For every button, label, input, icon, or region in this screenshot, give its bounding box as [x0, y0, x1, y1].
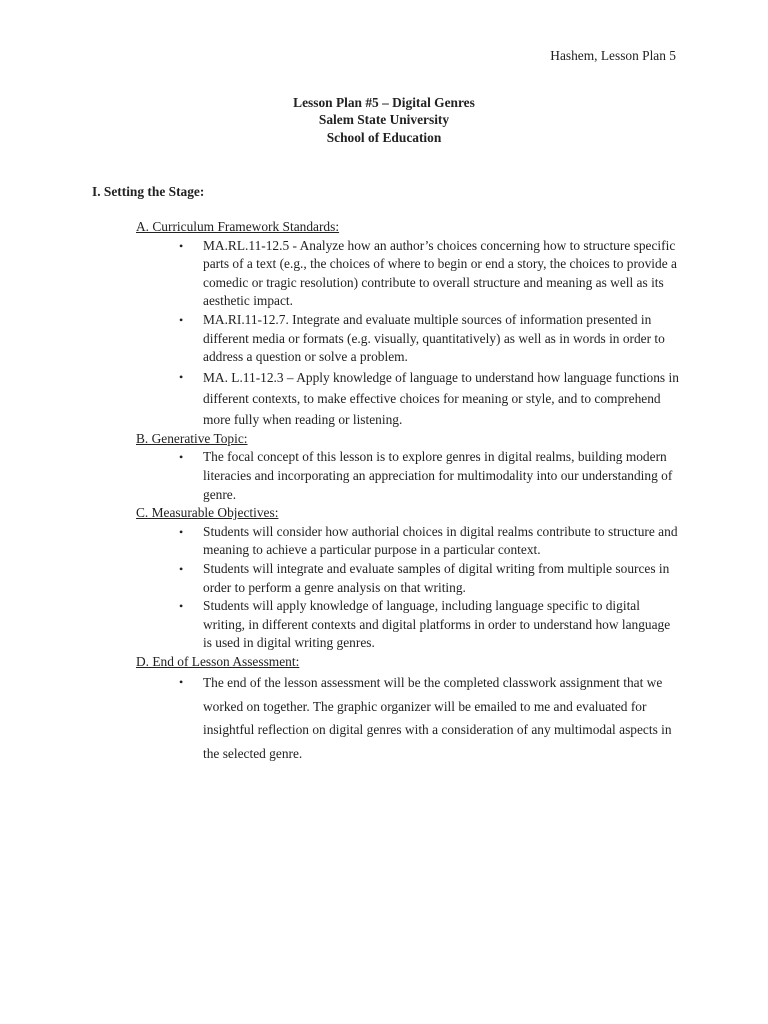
bullet-icon: •: [179, 561, 184, 576]
running-head: Hashem, Lesson Plan 5: [550, 48, 676, 63]
list-item-text: Students will apply knowledge of language, including language specific to digital writing, in different contexts and digital platforms in order to understand how language is used in digital writing genres.: [203, 598, 671, 651]
assessment-list: [136, 671, 681, 765]
subsection-heading-objectives: C. Measurable Objectives:: [136, 505, 279, 521]
bullet-icon: •: [179, 238, 184, 253]
list-item-text: MA. L.11-12.3 – Apply knowledge of language to understand how language functions in different contexts, to make effective choices for meaning or style, and to comprehend more fully when reading or listening.: [203, 369, 679, 427]
standards-list: [136, 237, 681, 430]
list-item: [179, 523, 681, 560]
list-item: [179, 448, 681, 504]
list-item: [179, 237, 681, 311]
list-item-text: The focal concept of this lesson is to explore genres in digital realms, building modern literacies and incorporating an appreciation for multimodality into our understanding of genre.: [203, 449, 673, 502]
bullet-icon: •: [179, 675, 184, 690]
list-item: [179, 671, 681, 765]
section-content: [136, 218, 681, 765]
list-item: [179, 597, 681, 653]
list-item: [179, 560, 681, 597]
university-name: Salem State University: [318, 112, 450, 128]
subsection-heading-generative-topic: B. Generative Topic:: [136, 430, 248, 446]
bullet-icon: •: [179, 369, 184, 384]
list-item: [179, 311, 681, 367]
section-heading: I. Setting the Stage:: [92, 184, 205, 199]
bullet-icon: •: [179, 599, 184, 614]
school-name: School of Education: [326, 129, 442, 145]
title-block: [0, 94, 768, 146]
subsection-heading-standards: A. Curriculum Framework Standards:: [136, 219, 340, 234]
list-item-text: MA.RL.11-12.5 - Analyze how an author’s choices concerning how to structure specific parts of a text (e.g., the choices of where to begin or end a story, the choices to provide a comedic or tragic resolution) contribute to overall structure and meaning as well as its aesthetic impact.: [203, 237, 677, 309]
bullet-icon: •: [179, 524, 184, 539]
list-item-text: MA.RI.11-12.7. Integrate and evaluate multiple sources of information presented in different media or formats (e.g. visually, quantitatively) as well as in words in order to address a question or solve a problem.: [203, 311, 665, 365]
list-item-text: The end of the lesson assessment will be the completed classwork assignment that we worked on together. The graphic organizer will be emailed to me and evaluated for insightful reflection on digital genres with a consideration of any multimodal aspects in the selected genre.: [203, 675, 672, 761]
bullet-icon: •: [179, 312, 184, 327]
bullet-icon: •: [179, 450, 184, 465]
list-item: [179, 367, 681, 430]
list-item-text: Students will consider how authorial choices in digital realms contribute to structure and meaning to achieve a particular purpose in a particular context.: [203, 523, 678, 558]
subsection-heading-assessment: D. End of Lesson Assessment:: [136, 653, 300, 669]
document-title: Lesson Plan #5 – Digital Genres: [293, 95, 475, 110]
list-item-text: Students will integrate and evaluate samples of digital writing from multiple sources in order to perform a genre analysis on that writing.: [203, 560, 670, 595]
generative-topic-list: [136, 448, 681, 504]
objectives-list: [136, 523, 681, 653]
